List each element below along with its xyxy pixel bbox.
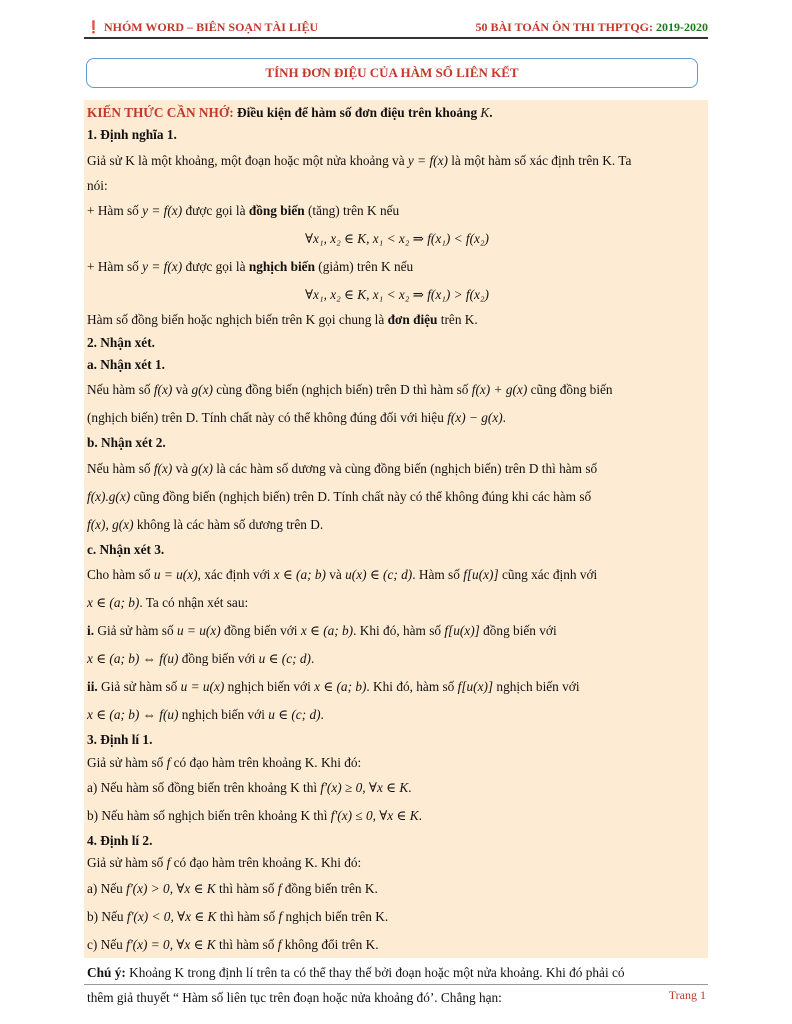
math-expression: f bbox=[166, 754, 171, 770]
text-line bbox=[87, 197, 707, 225]
math-expression: g(x) bbox=[191, 460, 213, 476]
intro-line bbox=[87, 102, 707, 124]
page-number: Trang 1 bbox=[668, 988, 706, 1002]
text-line bbox=[87, 455, 707, 483]
math-expression: u = u(x) bbox=[153, 567, 198, 583]
text-fragment: cùng đồng biến (nghịch biến) trên D thì hàm số bbox=[212, 382, 472, 398]
text-line bbox=[87, 875, 707, 903]
text-fragment: là các hàm số dương và cùng đồng biến (nghịch biến) trên D thì hàm số bbox=[212, 460, 598, 476]
text-fragment: (tăng) trên K nếu bbox=[304, 203, 400, 219]
text-fragment: được gọi là bbox=[182, 259, 249, 275]
math-expression: u(x) ∈ (c; d) bbox=[345, 567, 413, 583]
text-fragment: trên K. bbox=[437, 312, 478, 328]
text-fragment: đồng biến với bbox=[479, 623, 557, 639]
math-expression: f(x) + g(x) bbox=[471, 382, 528, 398]
text-fragment: Giả sử hàm số bbox=[87, 855, 167, 871]
text-fragment: Hàm số đồng biến hoặc nghịch biến trên K gọi chung là bbox=[87, 312, 388, 328]
heading-theorem-1: 3. Định lí 1. bbox=[87, 732, 153, 748]
text-fragment: đồng biến với bbox=[220, 623, 301, 639]
text-fragment: Giả sử hàm số bbox=[87, 754, 167, 770]
text-line bbox=[87, 852, 707, 874]
text-fragment: là một hàm số xác định trên K. Ta bbox=[447, 152, 632, 168]
math-expression: u = u(x) bbox=[180, 679, 225, 695]
theory-content bbox=[87, 102, 707, 1009]
text-fragment: (giảm) trên K nếu bbox=[314, 259, 414, 275]
text-fragment: b) Nếu bbox=[87, 908, 127, 924]
text-fragment: không đổi trên K. bbox=[281, 936, 379, 952]
text-fragment: Nếu hàm số bbox=[87, 460, 154, 476]
math-expression: f[u(x)] bbox=[444, 623, 480, 639]
text-fragment: . bbox=[408, 780, 412, 796]
text-line bbox=[87, 903, 707, 931]
heading-definition-1: 1. Định nghĩa 1. bbox=[87, 127, 177, 143]
heading-remarks: 2. Nhận xét. bbox=[87, 334, 155, 350]
text-line bbox=[87, 802, 707, 830]
text-fragment: . Khi đó, hàm số bbox=[353, 623, 445, 639]
math-expression: y = f(x) bbox=[142, 203, 183, 219]
heading-remark-1: a. Nhận xét 1. bbox=[87, 357, 165, 373]
text-fragment: ii. bbox=[87, 679, 98, 695]
text-fragment: Giả sử K là một khoảng, một đoạn hoặc một nửa khoảng và bbox=[87, 152, 408, 168]
math-expression: f bbox=[277, 936, 282, 952]
math-expression: K bbox=[480, 105, 490, 120]
text-fragment: Khoảng K trong định lí trên ta có thể thay thế bởi đoạn hoặc một nửa khoảng. Khi đó phải có bbox=[125, 964, 625, 980]
text-fragment: Điều kiện để hàm số đơn điệu trên khoảng bbox=[233, 105, 481, 120]
header-group-name: ❗ NHÓM WORD – BIÊN SOẠN TÀI LIỆU bbox=[86, 20, 319, 34]
math-expression: f(x), g(x) bbox=[87, 516, 134, 532]
text-line bbox=[87, 617, 707, 645]
math-expression: x ∈ (a; b) bbox=[273, 567, 326, 583]
text-fragment: nghịch biến với bbox=[224, 679, 315, 695]
heading-theorem-2: 4. Định lí 2. bbox=[87, 833, 153, 849]
heading-remark-3: c. Nhận xét 3. bbox=[87, 541, 165, 557]
text-fragment: nghịch biến trên K. bbox=[282, 908, 389, 924]
math-expression: g(x) bbox=[191, 382, 213, 398]
text-fragment: Nếu hàm số bbox=[87, 382, 154, 398]
text-line bbox=[87, 701, 707, 729]
math-expression: f'(x) ≤ 0, ∀x ∈ K bbox=[330, 808, 419, 824]
text-line bbox=[87, 511, 707, 539]
math-expression: f bbox=[166, 855, 171, 871]
text-line: nói: bbox=[87, 177, 108, 193]
text-fragment: . bbox=[489, 105, 493, 120]
text-fragment: . Ta có nhận xét sau: bbox=[139, 595, 249, 611]
text-fragment: và bbox=[172, 382, 192, 398]
text-fragment: a) Nếu bbox=[87, 880, 127, 896]
math-expression: x ∈ (a; b) bbox=[87, 595, 140, 611]
text-fragment: đồng biến với bbox=[178, 651, 259, 667]
text-fragment: c) Nếu bbox=[87, 936, 127, 952]
text-fragment: b) Nếu hàm số nghịch biến trên khoảng K thì bbox=[87, 808, 331, 824]
text-line bbox=[87, 752, 707, 774]
note-line: thêm giả thuyết “ Hàm số liên tục trên đoạn hoặc nửa khoảng đó’. Chẳng hạn: bbox=[87, 989, 502, 1005]
text-fragment: có đạo hàm trên khoảng K. Khi đó: bbox=[170, 855, 362, 871]
math-expression: f(x) − g(x) bbox=[447, 410, 503, 426]
math-expression: f'(x) = 0, ∀x ∈ K bbox=[126, 936, 216, 952]
text-fragment: (nghịch biến) trên D. Tính chất này có thể không đúng đối với hiệu bbox=[87, 410, 448, 426]
math-expression: f(x) bbox=[153, 382, 173, 398]
text-fragment: . bbox=[320, 707, 324, 723]
math-expression: f[u(x)] bbox=[457, 679, 494, 695]
math-expression: u ∈ (c; d) bbox=[268, 707, 321, 723]
text-line bbox=[87, 309, 707, 331]
text-line bbox=[87, 774, 707, 802]
text-fragment: nghịch biến với bbox=[493, 679, 580, 695]
text-fragment: thì hàm số bbox=[215, 936, 278, 952]
text-fragment: a) Nếu hàm số đồng biến trên khoảng K thì bbox=[87, 780, 321, 796]
text-fragment: đồng biến trên K. bbox=[281, 880, 378, 896]
math-expression: f[u(x)] bbox=[463, 567, 499, 583]
text-fragment: KIẾN THỨC CẦN NHỚ: bbox=[87, 105, 234, 120]
text-fragment: được gọi là bbox=[182, 203, 249, 219]
text-fragment: . bbox=[502, 410, 506, 426]
text-line bbox=[87, 253, 707, 281]
text-fragment: i. bbox=[87, 623, 95, 639]
footer-divider bbox=[84, 984, 708, 985]
formula-decreasing: ∀x₁, x₂ ∈ K, x₁ < x₂ ⇒ f(x₁) > f(x₂) bbox=[305, 287, 489, 303]
math-expression: x ∈ (a; b) bbox=[314, 679, 367, 695]
text-fragment: và bbox=[172, 460, 192, 476]
math-expression: x ∈ (a; b) ⇔ f(u) bbox=[87, 707, 179, 723]
math-expression: u = u(x) bbox=[176, 623, 221, 639]
text-fragment: và bbox=[325, 567, 346, 583]
text-fragment: đồng biến bbox=[248, 203, 305, 219]
text-fragment: thì hàm số bbox=[215, 880, 278, 896]
text-fragment: . Khi đó, hàm số bbox=[366, 679, 458, 695]
text-fragment: thì hàm số bbox=[216, 908, 279, 924]
flame-icon: ❗ bbox=[86, 20, 101, 34]
text-line bbox=[87, 589, 707, 617]
text-fragment: + Hàm số bbox=[87, 259, 143, 275]
math-expression: y = f(x) bbox=[142, 259, 183, 275]
heading-remark-2: b. Nhận xét 2. bbox=[87, 435, 166, 451]
text-fragment: . Hàm số bbox=[412, 567, 464, 583]
formula-increasing: ∀x₁, x₂ ∈ K, x₁ < x₂ ⇒ f(x₁) < f(x₂) bbox=[305, 231, 489, 247]
text-fragment: đơn điệu bbox=[387, 312, 438, 328]
math-expression: f'(x) < 0, ∀x ∈ K bbox=[126, 908, 217, 924]
math-expression: f bbox=[277, 880, 282, 896]
text-fragment: cũng xác định với bbox=[498, 567, 598, 583]
math-expression: f(x) bbox=[153, 460, 173, 476]
header-series-title: 50 BÀI TOÁN ÔN THI THPTQG: 2019-2020 bbox=[475, 20, 708, 34]
text-fragment: nghịch biến bbox=[248, 259, 315, 275]
math-expression: f bbox=[278, 908, 283, 924]
text-line bbox=[87, 561, 707, 589]
text-fragment: nghịch biến với bbox=[178, 707, 269, 723]
text-fragment: . bbox=[418, 808, 422, 824]
text-line bbox=[87, 147, 707, 175]
text-fragment: . bbox=[310, 651, 315, 667]
text-line bbox=[87, 645, 707, 673]
page-header bbox=[86, 20, 708, 38]
text-line bbox=[87, 376, 707, 404]
math-expression: x ∈ (a; b) bbox=[300, 623, 354, 639]
header-divider bbox=[84, 37, 708, 39]
text-fragment: Cho hàm số bbox=[87, 567, 154, 583]
math-expression: x ∈ (a; b) ⇔ f(u) bbox=[87, 651, 179, 667]
text-line bbox=[87, 931, 707, 959]
text-fragment: , xác định với bbox=[197, 567, 274, 583]
text-line bbox=[87, 673, 707, 701]
note-line bbox=[87, 959, 707, 987]
text-fragment: cũng đồng biến bbox=[527, 382, 613, 398]
math-expression: y = f(x) bbox=[407, 152, 448, 168]
text-line bbox=[87, 483, 707, 511]
text-fragment: Chú ý: bbox=[87, 964, 126, 980]
text-fragment: có đạo hàm trên khoảng K. Khi đó: bbox=[170, 754, 362, 770]
text-line bbox=[87, 404, 707, 432]
section-title: TÍNH ĐƠN ĐIỆU CỦA HÀM SỐ LIÊN KẾT bbox=[86, 58, 698, 88]
text-fragment: Giả sử hàm số bbox=[94, 623, 177, 639]
math-expression: f'(x) > 0, ∀x ∈ K bbox=[126, 880, 216, 896]
text-fragment: + Hàm số bbox=[87, 203, 143, 219]
text-fragment: cũng đồng biến (nghịch biến) trên D. Tính chất này có thể không đúng khi các hàm số bbox=[130, 488, 592, 504]
text-fragment: không là các hàm số dương trên D. bbox=[133, 516, 324, 532]
math-expression: f'(x) ≥ 0, ∀x ∈ K bbox=[320, 780, 409, 796]
text-fragment: Giả sử hàm số bbox=[97, 679, 181, 695]
math-expression: u ∈ (c; d) bbox=[258, 651, 311, 667]
math-expression: f(x).g(x) bbox=[87, 488, 131, 504]
